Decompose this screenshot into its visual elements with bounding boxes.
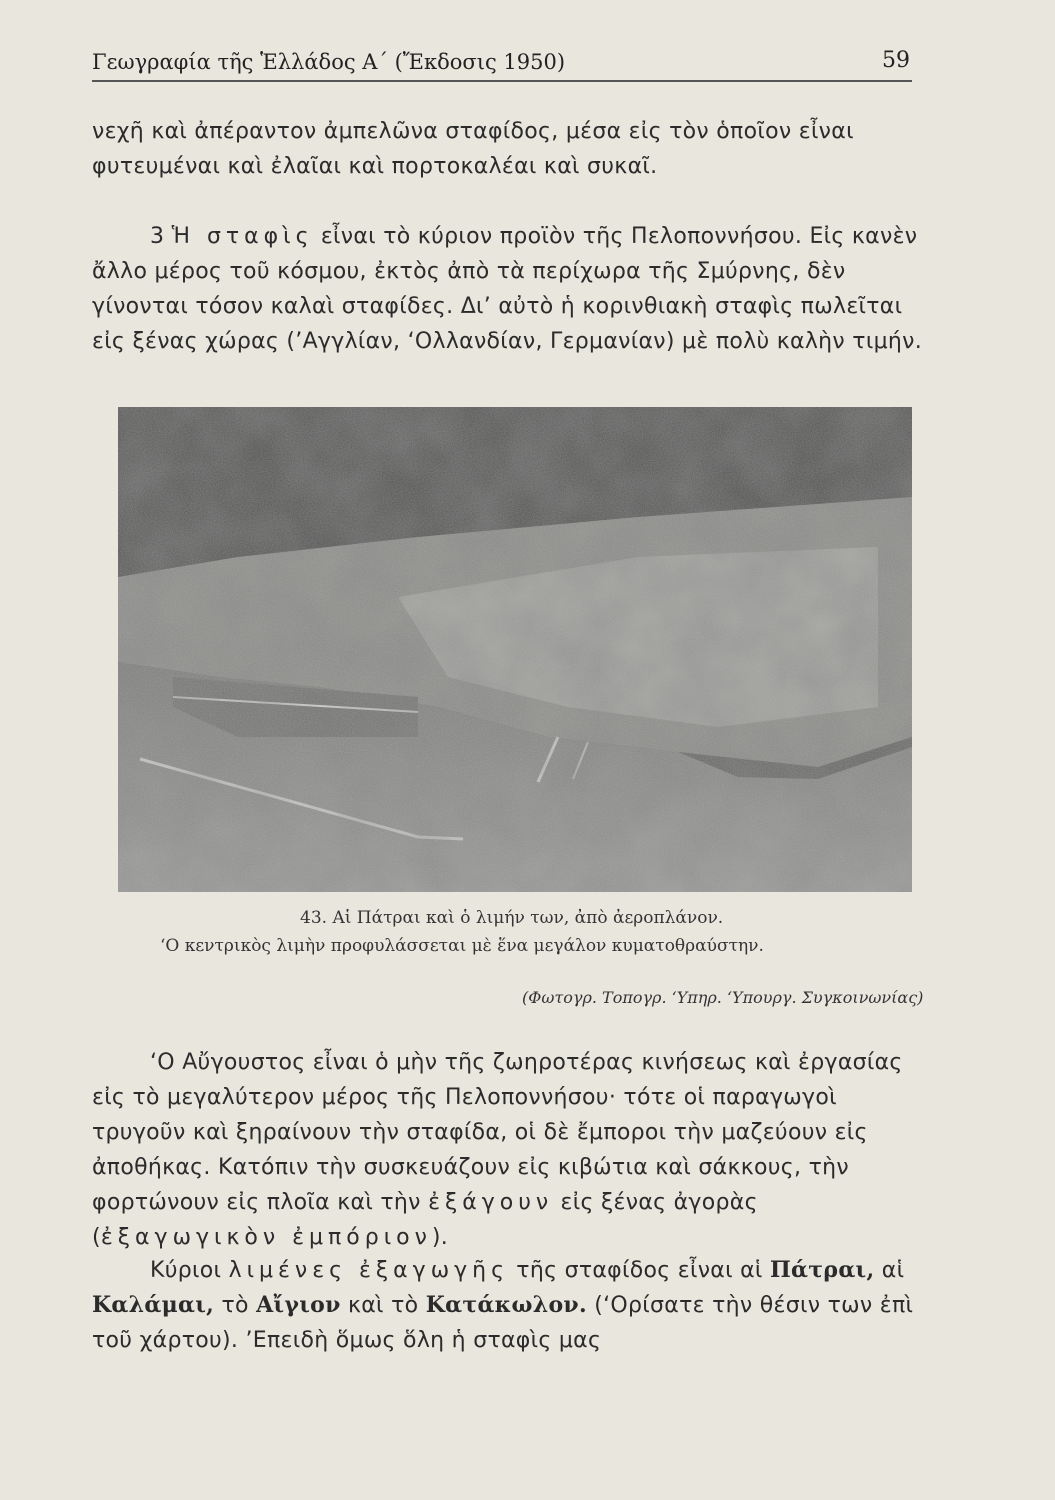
ports-text-d: τὸ <box>221 1293 249 1318</box>
aerial-photo-graphic <box>118 407 912 892</box>
running-title: Γεωγραφία τῆς Ἑλλάδος Α΄ (Ἔκδοσις 1950) <box>92 50 566 74</box>
paragraph-raisin-product <box>92 219 924 359</box>
harvest-text-c: ). <box>431 1225 449 1250</box>
paragraph-august-harvest <box>92 1045 924 1255</box>
ports-text-b: τῆς σταφίδος εἶναι αἱ <box>516 1258 763 1283</box>
ports-text-f: (‘Ορίσατε τὴν θέσιν των ἐπὶ τοῦ χάρτου). ’Επειδὴ ὅμως ὅλη ἡ σταφὶς μας <box>92 1293 914 1353</box>
raisin-text: εἶναι τὸ κύριον προϊὸν τῆς Πελοποννήσου. Εἰς κανὲν ἄλλο μέρος τοῦ κόσμου, ἐκτὸς ἀπὸ τὰ περίχωρα τῆς Σμύρνης, δὲν γίνονται τόσον καλαὶ σταφίδες. Δι’ αὐτὸ ἡ κορινθιακὴ σταφὶς πωλεῖται εἰς ξένας χώρας (’Αγγλίαν, ‘Ολλανδίαν, Γερμανίαν) μὲ πολὺ καλὴν τιμήν. <box>92 224 922 354</box>
raisin-lead-term: Ἡ σταφὶς <box>171 224 314 249</box>
ports-text-a: Κύριοι <box>150 1258 222 1283</box>
ports-text-c: αἱ <box>881 1258 905 1283</box>
patras-aerial-photo <box>118 407 912 892</box>
port-aigion: Αἴγιον <box>256 1292 341 1318</box>
paragraph-export-ports <box>92 1253 924 1358</box>
page-number: 59 <box>882 48 910 73</box>
harvest-text-b: εἰς ξένας ἀγορὰς ( <box>92 1190 758 1250</box>
figure-caption-credit: (Φωτογρ. Τοπογρ. ‘Υπηρ. ‘Υπουργ. Συγκοινωνίας) <box>522 988 924 1007</box>
paragraph-vineyards: νεχῆ καὶ ἀπέραντον ἀμπελῶνα σταφίδος, μέσα εἰς τὸν ὁποῖον εἶναι φυτευμέναι καὶ ἐλαῖαι καὶ πορτοκαλέαι καὶ συκαῖ. <box>92 119 854 179</box>
running-header <box>92 46 912 82</box>
export-ports-term: λιμένες ἐξαγωγῆς <box>228 1258 509 1283</box>
ports-text-e: καὶ τὸ <box>347 1293 419 1318</box>
port-patras: Πάτραι, <box>769 1257 875 1283</box>
port-kalamai: Καλάμαι, <box>92 1292 215 1318</box>
harvest-text-a: ‘Ο Αὔγουστος εἶναι ὁ μὴν τῆς ζωηροτέρας κινήσεως καὶ ἐργασίας εἰς τὸ μεγαλύτερον μέρος τῆς Πελοποννήσου· τότε οἱ παραγωγοὶ τρυγοῦν καὶ ξηραίνουν τὴν σταφίδα, οἱ δὲ ἔμποροι τὴν μαζεύουν εἰς ἀποθήκας. Κατόπιν τὴν συσκευάζουν εἰς κιβώτια καὶ σάκκους, τὴν φορτώνουν εἰς πλοῖα καὶ τὴν <box>92 1050 903 1215</box>
figure-caption-title: 43. Αἱ Πάτραι καὶ ὁ λιμήν των, ἀπὸ ἀεροπλάνον. <box>300 908 724 928</box>
section-number: 3 <box>150 224 165 249</box>
figure-caption-description: ‘Ο κεντρικὸς λιμὴν προφυλάσσεται μὲ ἕνα μεγάλον κυματοθραύστην. <box>160 936 764 956</box>
port-katakolon: Κατάκωλον. <box>425 1292 587 1318</box>
export-term: ἐξάγουν <box>428 1190 554 1215</box>
export-trade-term: ἐξαγωγικὸν ἐμπόριον <box>100 1225 432 1250</box>
